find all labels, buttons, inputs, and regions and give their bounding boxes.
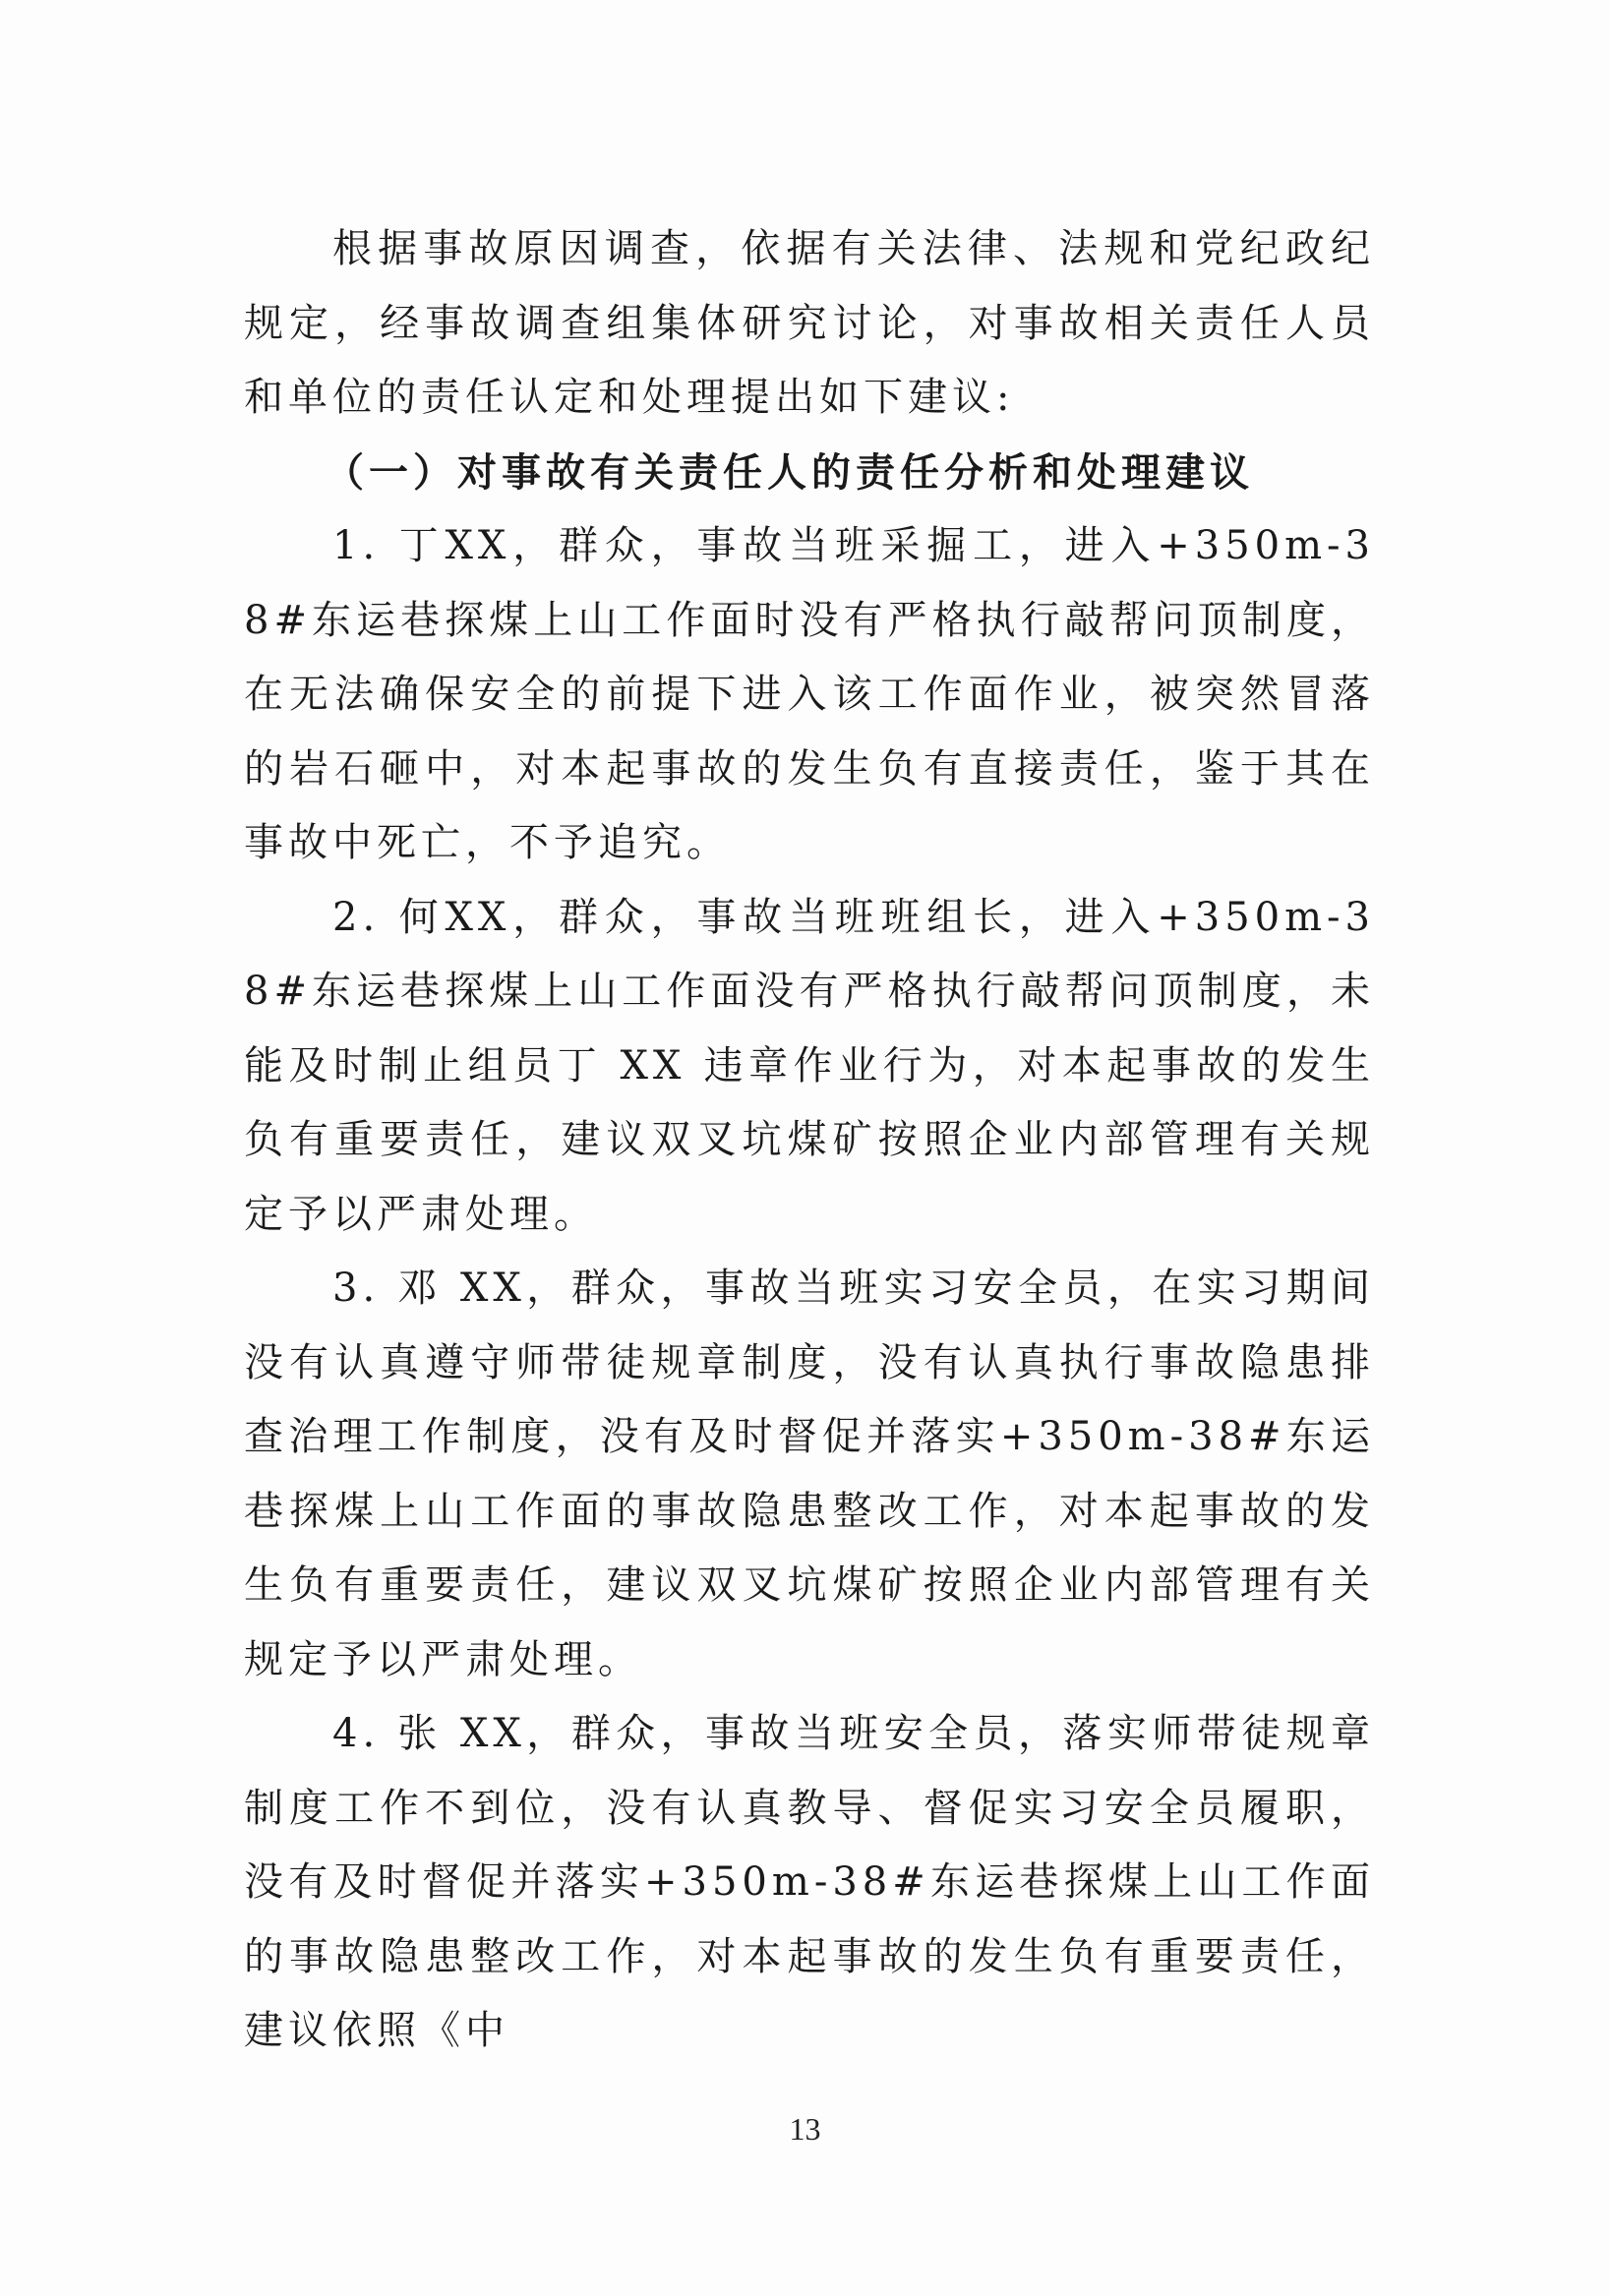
document-body bbox=[244, 212, 1375, 2069]
item-paragraph-3: 3. 邓 XX，群众，事故当班实习安全员，在实习期间没有认真遵守师带徒规章制度，没有认真执行事故隐患排查治理工作制度，没有及时督促并落实+350m-38#东运巷探煤上山工作面的事故隐患整改工作，对本起事故的发生负有重要责任，建议双叉坑煤矿按照企业内部管理有关规定予以严肃处理。 bbox=[244, 1266, 1375, 1682]
item-paragraph-2: 2. 何XX，群众，事故当班班组长，进入+350m-38#东运巷探煤上山工作面没有严格执行敲帮问顶制度，未能及时制止组员丁 XX 违章作业行为，对本起事故的发生负有重要责任，建议双叉坑煤矿按照企业内部管理有关规定予以严肃处理。 bbox=[244, 894, 1375, 1237]
page-number: 13 bbox=[789, 2111, 821, 2147]
section-heading: （一）对事故有关责任人的责任分析和处理建议 bbox=[325, 448, 1254, 496]
intro-paragraph: 根据事故原因调查，依据有关法律、法规和党纪政纪规定，经事故调查组集体研究讨论，对事故相关责任人员和单位的责任认定和处理提出如下建议: bbox=[244, 226, 1375, 420]
item-paragraph-4: 4. 张 XX，群众，事故当班安全员，落实师带徒规章制度工作不到位，没有认真教导、督促实习安全员履职，没有及时督促并落实+350m-38#东运巷探煤上山工作面的事故隐患整改工作，对本起事故的发生负有重要责任，建议依照《中 bbox=[244, 1711, 1375, 2053]
item-paragraph-1: 1. 丁XX，群众，事故当班采掘工，进入+350m-38#东运巷探煤上山工作面时没有严格执行敲帮问顶制度，在无法确保安全的前提下进入该工作面作业，被突然冒落的岩石砸中，对本起事故的发生负有直接责任，鉴于其在事故中死亡，不予追究。 bbox=[244, 523, 1375, 865]
